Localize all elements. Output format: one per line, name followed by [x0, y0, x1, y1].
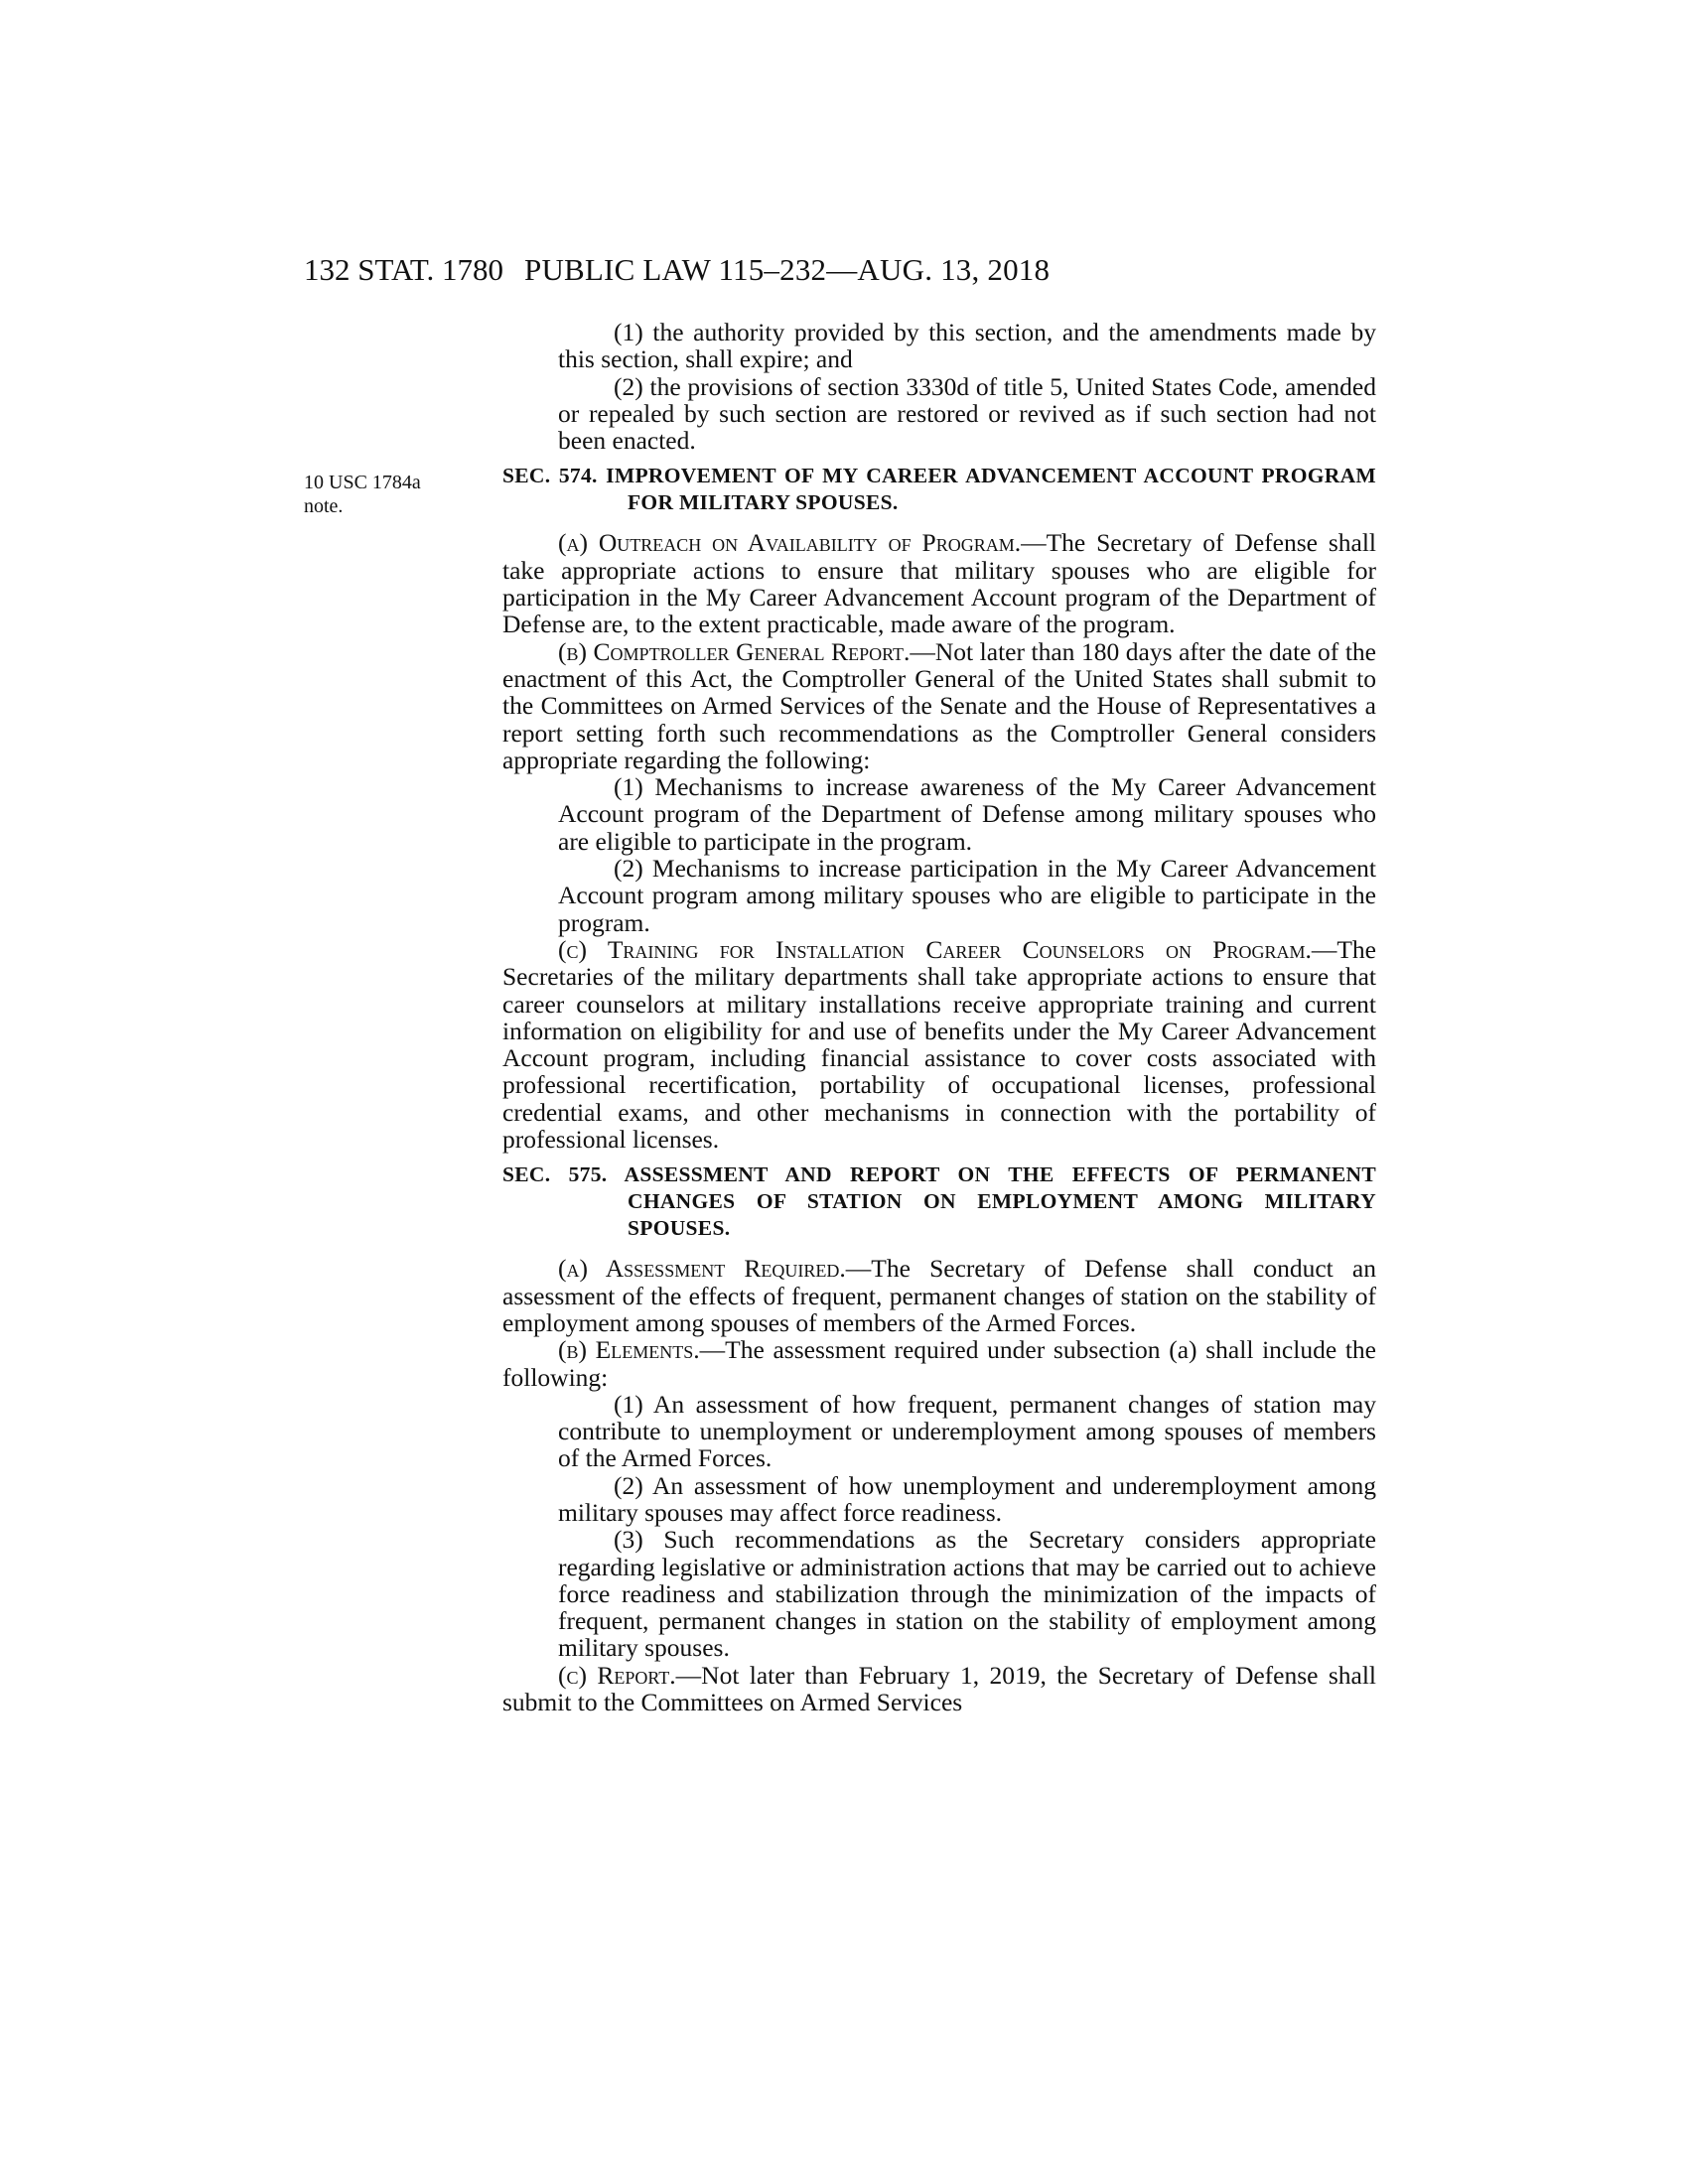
section-575-b-text: —The assessment required under subsection (a) shall include the following: — [502, 1335, 1376, 1392]
section-574-b-2: (2) Mechanisms to increase participation in the My Career Advancement Account program among military spouses who are eligible to participate in the program. — [558, 854, 1376, 937]
section-575-c-caption: (c) Report. — [558, 1660, 676, 1690]
section-574-b — [502, 638, 1376, 773]
section-574-a-caption: (a) Outreach on Availability of Program. — [558, 528, 1022, 558]
marginal-note-suffix: note. — [304, 495, 344, 517]
section-574-a-text: —The Secretary of Defense shall take appropriate actions to ensure that military spouses who are eligible for participation in the My Career Advancement Account program of the Department of Defense are, to the extent practicable, made aware of the program. — [502, 528, 1376, 639]
section-575-b-1: (1) An assessment of how frequent, permanent changes of station may contribute to unemployment or underemployment among spouses of members of the Armed Forces. — [558, 1389, 1376, 1473]
public-law-title: PUBLIC LAW 115–232—AUG. 13, 2018 — [524, 252, 1051, 287]
section-574-b-caption: (b) Comptroller General Report. — [558, 636, 911, 666]
section-574-c-text: —The Secretaries of the military departments shall take appropriate actions to ensure that career counselors at military installations receive appropriate training and current information on eligibility for and use of benefits under the My Career Advancement Account program, including financial assistance to cover costs associated with professional recertification, portability of occupational licenses, professional credential exams, and other mechanisms in connection with the portability of professional licenses. — [502, 934, 1376, 1155]
section-575-b — [502, 1336, 1376, 1391]
section-574-a — [502, 529, 1376, 637]
page-header — [304, 250, 1366, 290]
body-text — [502, 319, 1376, 1715]
section-575-b-3: (3) Such recommendations as the Secretary considers appropriate regarding legislative or administration actions that may be carried out to achieve force readiness and stabilization through the minimization of the impacts of frequent, permanent changes in station on the stability of employment among military spouses. — [558, 1525, 1376, 1663]
section-575-c — [502, 1662, 1376, 1716]
section-575-c-text: —Not later than February 1, 2019, the Secretary of Defense shall submit to the Committees on Armed Services — [502, 1660, 1376, 1717]
section-575-heading: SEC. 575. ASSESSMENT AND REPORT ON THE EFFECTS OF PERMANENT CHANGES OF STATION ON EMPLOYMENT AMONG MILITARY SPOUSES. — [502, 1162, 1376, 1241]
paragraph-1: (1) the authority provided by this section, and the amendments made by this section, shall expire; and — [558, 318, 1376, 374]
section-575-b-caption: (b) Elements. — [558, 1335, 700, 1365]
section-575-a-caption: (a) Assessment Required. — [558, 1254, 846, 1284]
marginal-note-citation: 10 USC 1784a — [304, 472, 421, 493]
section-574-c — [502, 936, 1376, 1153]
paragraph-2: (2) the provisions of section 3330d of title 5, United States Code, amended or repealed by such section are restored or revived as if such section had not been enacted. — [558, 371, 1376, 456]
statute-page-citation: 132 STAT. 1780 — [304, 252, 504, 287]
section-575-a-text: —The Secretary of Defense shall conduct an assessment of the effects of frequent, permanent changes of station on the stability of employment among spouses of members of the Armed Forces. — [502, 1254, 1376, 1337]
marginal-note — [304, 471, 453, 518]
section-575-a — [502, 1255, 1376, 1336]
section-574-b-1: (1) Mechanisms to increase awareness of the My Career Advancement Account program of the Department of Defense among military spouses who are eligible to participate in the program. — [558, 772, 1376, 856]
section-574-heading: SEC. 574. IMPROVEMENT OF MY CAREER ADVANCEMENT ACCOUNT PROGRAM FOR MILITARY SPOUSES. — [502, 464, 1376, 515]
section-574-c-caption: (c) Training for Installation Career Counselors on Program. — [558, 934, 1312, 964]
section-574-b-text: —Not later than 180 days after the date of the enactment of this Act, the Comptroller General of the United States shall submit to the Committees on Armed Services of the Senate and the House of Representatives a report setting forth such recommendations as the Comptroller General considers appropriate regarding the following: — [502, 636, 1376, 774]
section-575-b-2: (2) An assessment of how unemployment and underemployment among military spouses may affect force readiness. — [558, 1470, 1376, 1527]
